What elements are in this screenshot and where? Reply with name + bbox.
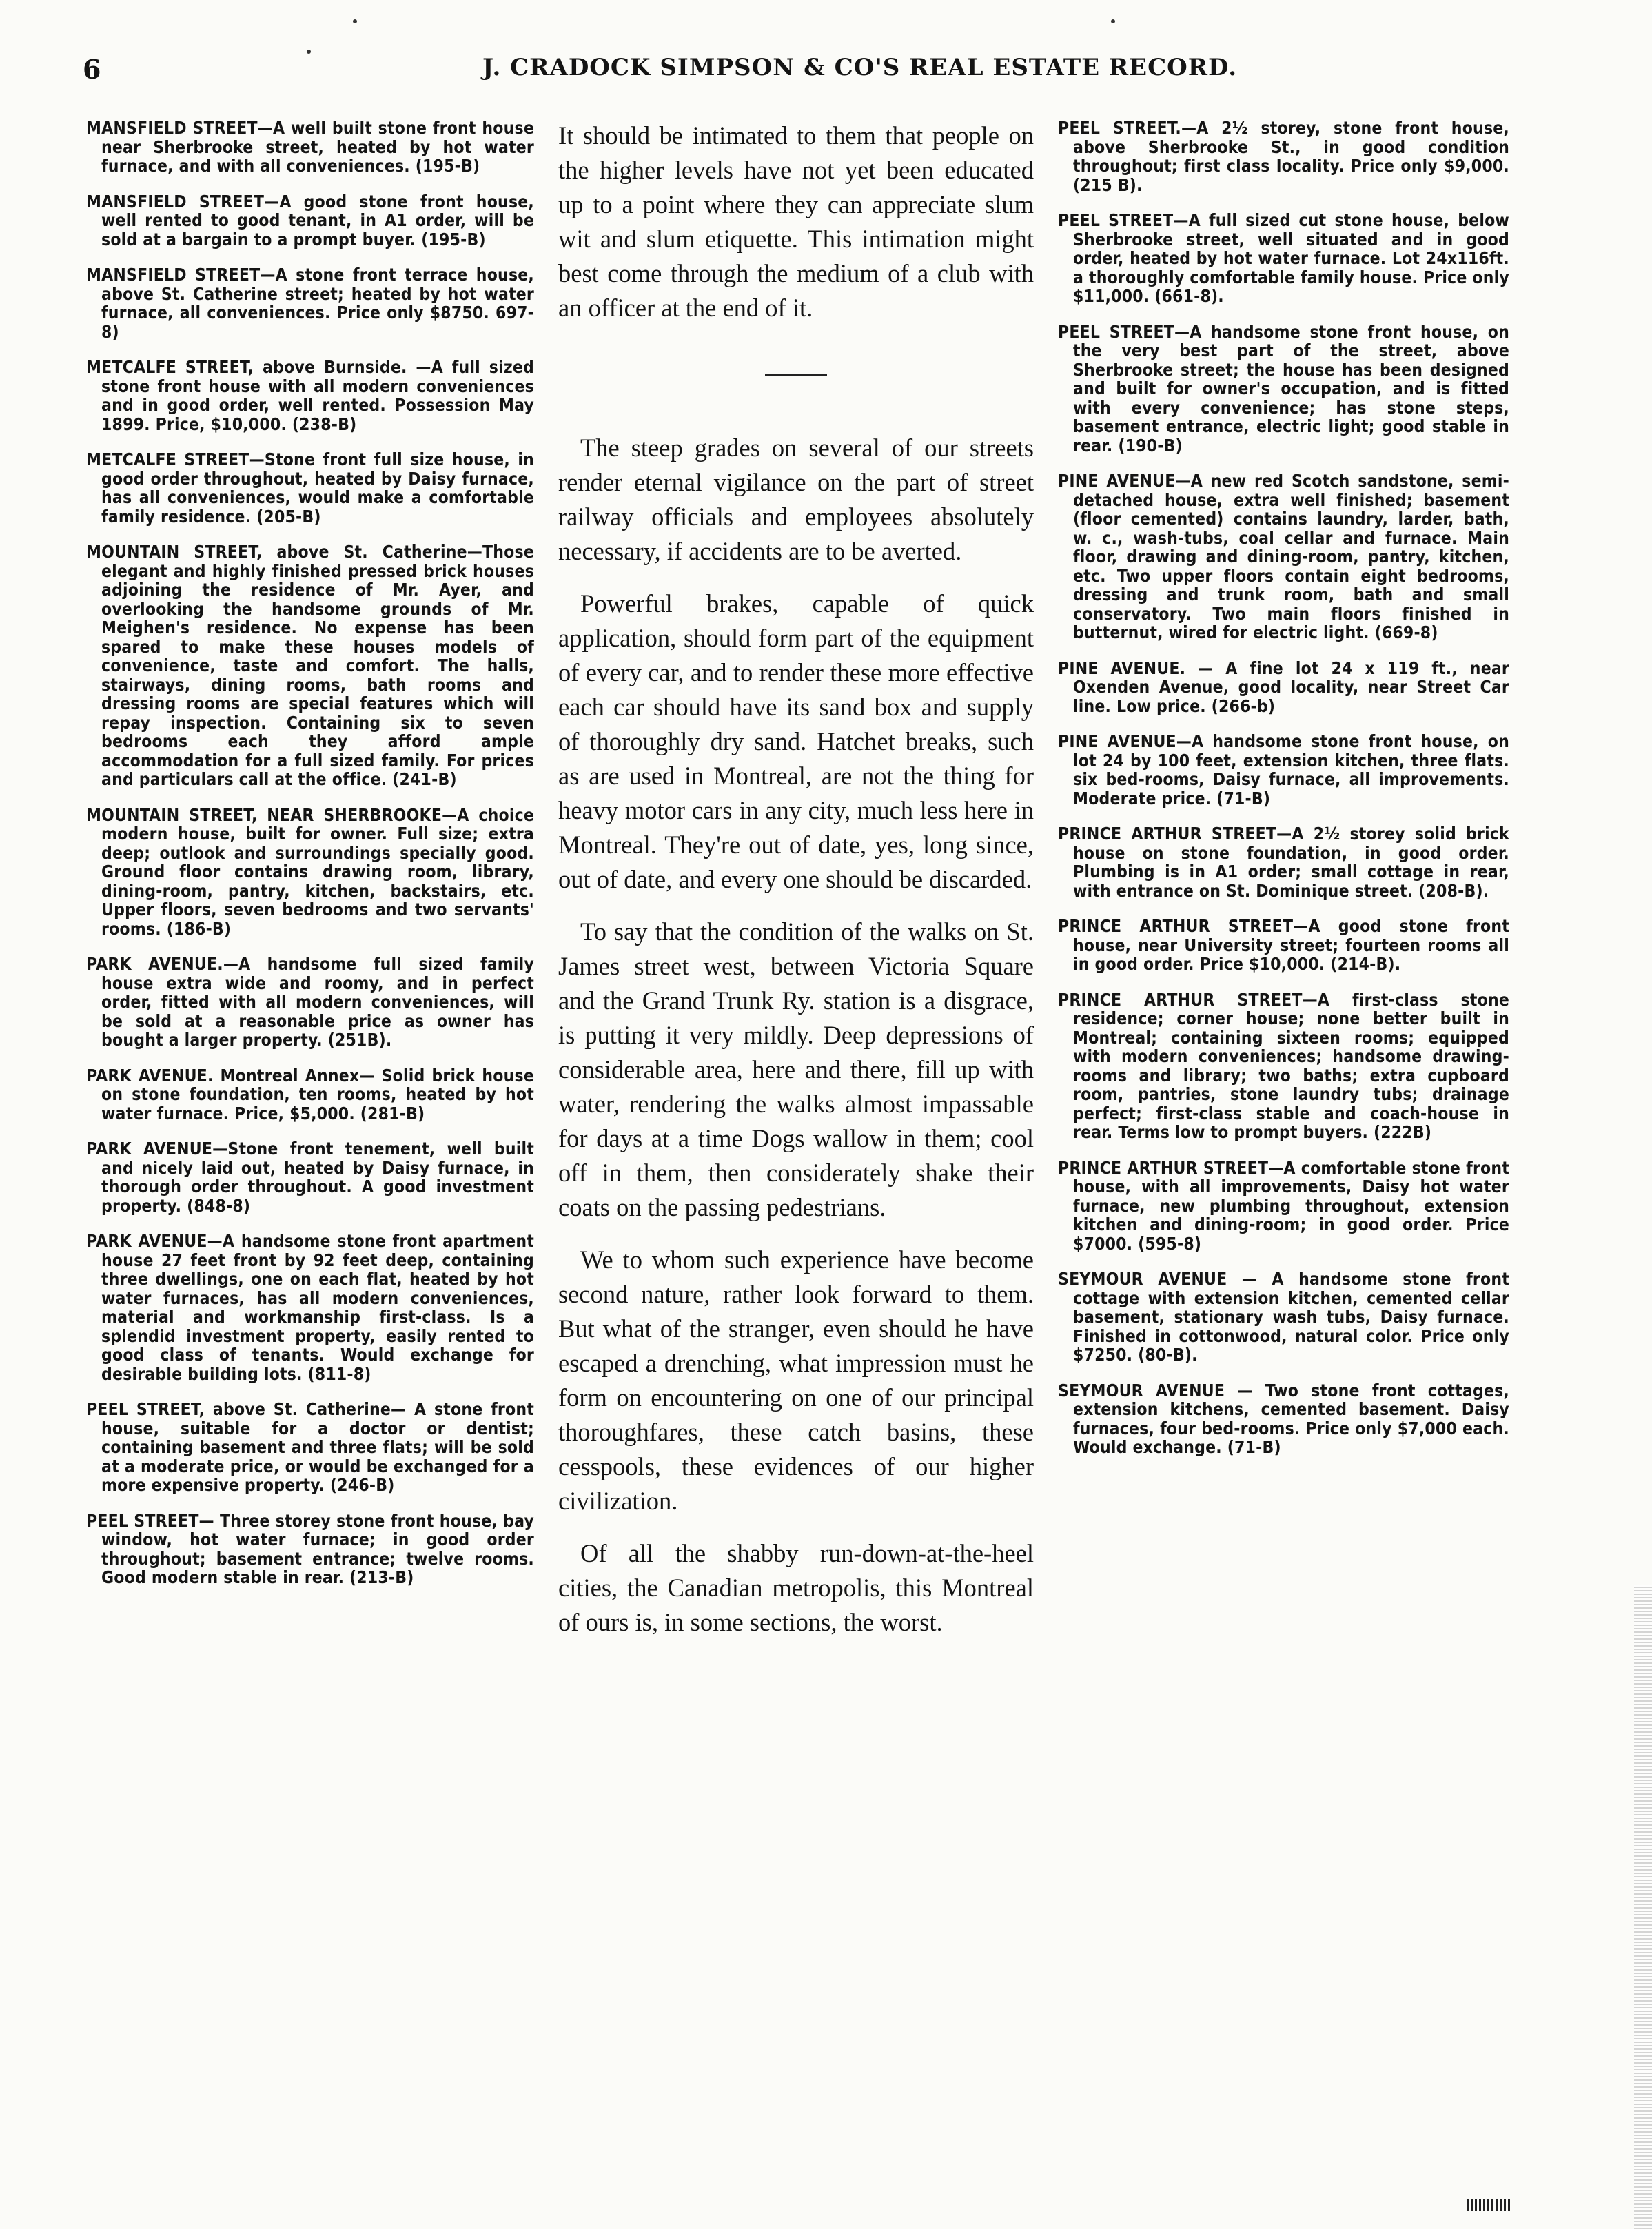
right-column-listings	[1058, 119, 1509, 1474]
listing: METCALFE STREET, above Burnside. —A full sized stone front house with all modern conveniences and in good order, well rented. Possession May 1899. Price, $10,000. (238-B)	[86, 357, 534, 434]
listing: PARK AVENUE—Stone front tenement, well built and nicely laid out, heated by Daisy furnace, in thorough order throughout. A good investment property. (848-8)	[86, 1139, 534, 1216]
listing: PARK AVENUE—A handsome stone front apartment house 27 feet front by 92 feet deep, containing three dwellings, one on each flat, heated by hot water furnaces, has all modern conveniences, material and workmanship first-class. Is a splendid investment property, easily rented to good class of tenants. Would exchange for desirable building lots. (811-8)	[86, 1231, 534, 1384]
listing: PRINCE ARTHUR STREET—A first-class stone residence; corner house; none better built in Montreal; containing sixteen rooms; equipped with modern conveniences; handsome drawing-rooms and library; two baths; extra cupboard room, pantries, stone laundry tubs; drainage perfect; first-class stable and coach-house in rear. Terms low to prompt buyers. (222B)	[1058, 989, 1509, 1142]
listing: PRINCE ARTHUR STREET—A comfortable stone front house, with all improvements, Daisy hot water furnace, new plumbing throughout, extension kitchen and dining-room; in good order. Price $7000. (595-8)	[1058, 1157, 1509, 1254]
editorial-paragraph: Of all the shabby run-down-at-the-heel cities, the Canadian metropolis, this Montreal of ours is, in some sections, the worst.	[558, 1539, 1034, 1636]
listing: METCALFE STREET—Stone front full size house, in good order throughout, heated by Daisy furnace, has all conveniences, would make a comfortable family residence. (205-B)	[86, 449, 534, 527]
editorial-paragraph: To say that the condition of the walks on St. James street west, between Victoria Square and the Grand Trunk Ry. station is a disgrace, is putting it very mildly. Deep depressions of considerable area, here and there, fill up with water, rendering the walks almost impassable for days at a time Dogs wallow in them; cool off in them, then considerately shake their coats on the passing pedestrians.	[558, 917, 1034, 1221]
listing: PEEL STREET, above St. Catherine— A stone front house, suitable for a doctor or dentist; containing basement and three flats; will be sold at a moderate price, or would be exchanged for a more expensive property. (246-B)	[86, 1399, 534, 1495]
editorial-paragraph: Powerful brakes, capable of quick application, should form part of the equipment of every car, and to render these more effective each car should have its sand box and supply of thoroughly dry sand. Hatchet breaks, such as are used in Montreal, are not the thing for heavy motor cars in any city, much less here in Montreal. They're out of date, yes, long since, out of date, and every one should be discarded.	[558, 589, 1034, 893]
listing: PINE AVENUE—A handsome stone front house, on lot 24 by 100 feet, extension kitchen, three flats. six bed-rooms, Daisy furnace, all improvements. Moderate price. (71-B)	[1058, 731, 1509, 808]
editorial-paragraph: We to whom such experience have become second nature, rather look forward to them. But what of the stranger, even should he have escaped a drenching, what impression must he form on encountering on one of our principal thoroughfares, these catch basins, these cesspools, these evidences of our higher civilization.	[558, 1245, 1034, 1515]
print-speck	[353, 19, 357, 23]
listing: PEEL STREET— Three storey stone front house, bay window, hot water furnace; in good order throughout; basement entrance; twelve rooms. Good modern stable in rear. (213-B)	[86, 1510, 534, 1587]
listing: PARK AVENUE. Montreal Annex— Solid brick house on stone foundation, ten rooms, heated by hot water furnace. Price, $5,000. (281-B)	[86, 1065, 534, 1123]
print-speck	[1111, 19, 1115, 23]
editorial-column	[558, 119, 1034, 1658]
printer-mark	[1467, 2199, 1511, 2211]
listing: SEYMOUR AVENUE — A handsome stone front cottage with extension kitchen, cemented cellar basement, stationary wash tubs, Daisy furnace. Finished in cottonwood, natural color. Price only $7250. (80-B).	[1058, 1269, 1509, 1365]
scan-edge-noise	[1634, 1585, 1652, 2229]
editorial-paragraph: The steep grades on several of our streets render eternal vigilance on the part of street railway officials and employees absolutely necessary, if accidents are to be averted.	[558, 434, 1034, 565]
listing: PINE AVENUE—A new red Scotch sandstone, semi-detached house, extra well finished; basement (floor cemented) contains laundry, larder, bath, w. c., wash-tubs, coal cellar and furnace. Main floor, drawing and dining-room, pantry, kitchen, etc. Two upper floors contain eight bedrooms, dressing and trunk room, bath and small conservatory. Two main floors finished in butternut, wired for electric light. (669-8)	[1058, 471, 1509, 642]
listing: PARK AVENUE.—A handsome full sized family house extra wide and roomy, and in perfect order, fitted with all modern conveniences, will be sold at a reasonable price as owner has bought a larger property. (251B).	[86, 954, 534, 1050]
listing: PINE AVENUE. — A fine lot 24 x 119 ft., near Oxenden Avenue, good locality, near Street Car line. Low price. (266-b)	[1058, 658, 1509, 716]
listing: SEYMOUR AVENUE — Two stone front cottages, extension kitchens, cemented basement. Daisy furnaces, four bed-rooms. Price only $7,000 each. Would exchange. (71-B)	[1058, 1380, 1509, 1457]
listing: MANSFIELD STREET—A good stone front house, well rented to good tenant, in A1 order, will be sold at a bargain to a prompt buyer. (195-B)	[86, 191, 534, 250]
listing: PEEL STREET—A handsome stone front house, on the very best part of the street, above Sherbrooke street; the house has been designed and built for owner's occupation, and is fitted with every convenience; has stone steps, basement entrance, electric light; good stable in rear. (190-B)	[1058, 321, 1509, 456]
page-number: 6	[83, 54, 101, 85]
page-header	[83, 54, 1571, 95]
left-column-listings	[86, 119, 534, 1604]
listing: MANSFIELD STREET—A stone front terrace house, above St. Catherine street; heated by hot water furnace, all conveniences. Price only $8750. 697-8)	[86, 265, 534, 342]
listing: PEEL STREET.—A 2½ storey, stone front house, above Sherbrooke St., in good condition throughout; first class locality. Price only $9,000. (215 B).	[1058, 118, 1509, 195]
listing: MANSFIELD STREET—A well built stone front house near Sherbrooke street, heated by hot water furnace, and with all conveniences. (195-B)	[86, 118, 534, 176]
editorial-paragraph: It should be intimated to them that people on the higher levels have not yet been educated up to a point where they can appreciate slum wit and slum etiquette. This intimation might best come through the medium of a club with an officer at the end of it.	[558, 121, 1034, 322]
running-title: J. CRADOCK SIMPSON & CO'S REAL ESTATE RECORD.	[482, 54, 1238, 81]
listing: PRINCE ARTHUR STREET—A good stone front house, near University street; fourteen rooms all in good order. Price $10,000. (214-B).	[1058, 916, 1509, 974]
section-divider	[765, 374, 827, 376]
listing: PRINCE ARTHUR STREET—A 2½ storey solid brick house on stone foundation, in good order. Plumbing is in A1 order; small cottage in rear, with entrance on St. Dominique street. (208-B).	[1058, 824, 1509, 901]
listing: MOUNTAIN STREET, above St. Catherine—Those elegant and highly finished pressed brick houses adjoining the residence of Mr. Ayer, and overlooking the handsome grounds of Mr. Meighen's residence. No expense has been spared to make these houses models of convenience, taste and comfort. The halls, stairways, dining rooms, bath rooms and dressing rooms are special features which will repay inspection. Containing six to seven bedrooms each they afford ample accommodation for a full sized family. For prices and particulars call at the office. (241-B)	[86, 542, 534, 789]
listing: MOUNTAIN STREET, NEAR SHERBROOKE—A choice modern house, built for owner. Full size; extra deep; outlook and surroundings specially good. Ground floor contains drawing room, library, dining-room, pantry, kitchen, backstairs, etc. Upper floors, seven bedrooms and two servants' rooms. (186-B)	[86, 804, 534, 939]
listing: PEEL STREET—A full sized cut stone house, below Sherbrooke street, well situated and in good order, heated by hot water furnace. Lot 24x116ft. a thoroughly comfortable family house. Price only $11,000. (661-8).	[1058, 210, 1509, 306]
